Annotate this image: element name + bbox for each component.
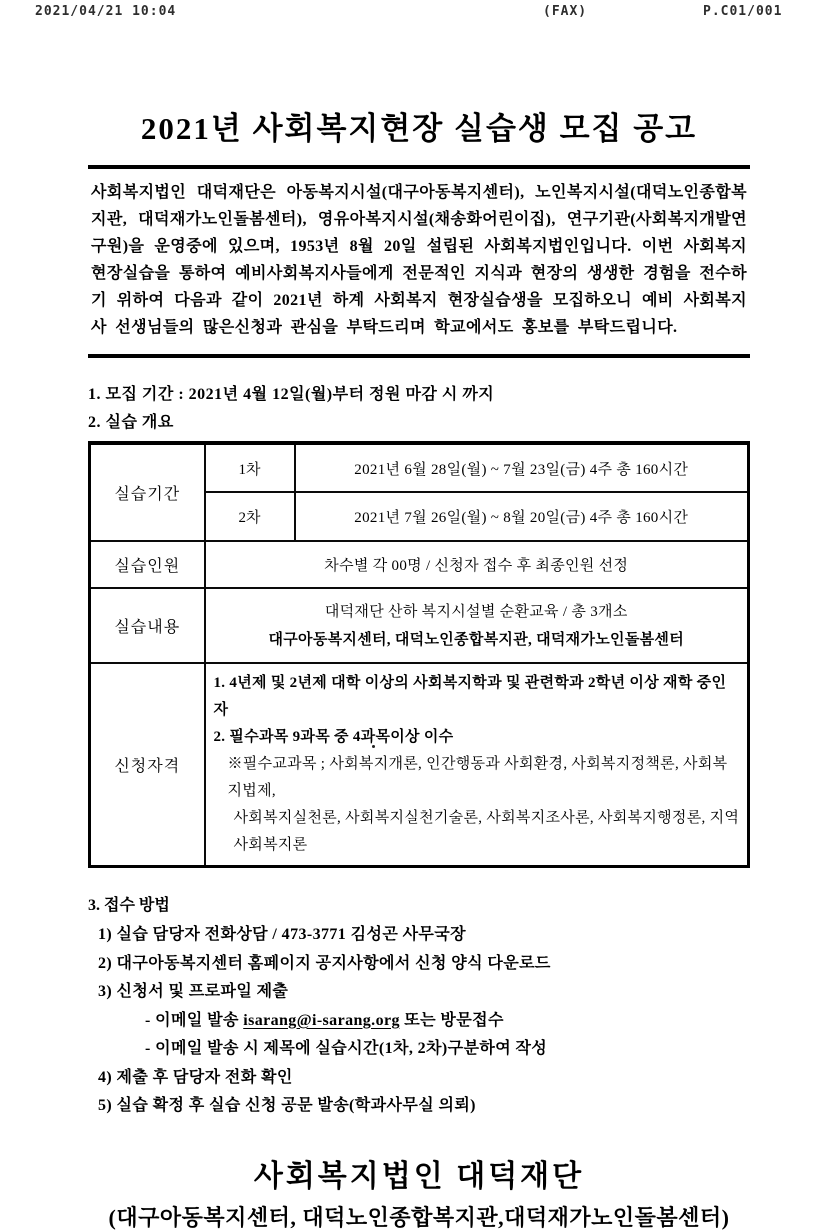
apply-step-3-sub-2: - 이메일 발송 시 제목에 실습시간(1차, 2차)구분하여 작성 bbox=[145, 1040, 548, 1057]
email-address: isarang@i-sarang.org bbox=[243, 1011, 400, 1029]
round-2-value: 2021년 7월 26일(월) ~ 8월 20일(금) 4주 총 160시간 bbox=[295, 492, 749, 541]
apply-step-3: 3) 신청서 및 프로파일 제출 bbox=[98, 983, 289, 1000]
email-line-suffix: 또는 방문접수 bbox=[399, 1011, 504, 1029]
apply-step-2: 2) 대구아동복지센터 홈페이지 공지사항에서 신청 양식 다운로드 bbox=[98, 954, 551, 972]
apply-step-4: 4) 제출 후 담당자 전화 확인 bbox=[98, 1068, 293, 1086]
qualification-line-1: 1. 4년제 및 2년제 대학 이상의 사회복지학과 및 관련학과 2학년 이상 재학 중인 자 bbox=[213, 675, 727, 718]
table-row-qualification bbox=[90, 663, 749, 867]
row-label-period: 실습기간 bbox=[90, 443, 205, 541]
qualification-line-3: ※필수교과목 ; 사회복지개론, 인간행동과 사회환경, 사회복지정책론, 사회복지법제, bbox=[227, 756, 728, 799]
email-line-prefix: - 이메일 발송 bbox=[145, 1011, 244, 1029]
overview-table bbox=[88, 441, 750, 868]
table-row-capacity bbox=[90, 541, 749, 588]
content-line-2: 대구아동복지센터, 대덕노인종합복지관, 대덕재가노인돌봄센터 bbox=[268, 631, 685, 648]
organization-name: 사회복지법인 대덕재단 bbox=[253, 1159, 585, 1193]
recruit-period-line: 1. 모집 기간 : 2021년 4월 12일(월)부터 정원 마감 시 까지 bbox=[88, 386, 495, 403]
apply-step-5: 5) 실습 확정 후 실습 신청 공문 발송(학과사무실 의뢰) bbox=[98, 1097, 476, 1114]
row-label-qualification: 신청자격 bbox=[90, 663, 205, 867]
table-row-period-1 bbox=[90, 443, 749, 492]
fax-label: (FAX) bbox=[543, 4, 588, 19]
row-label-content: 실습내용 bbox=[90, 588, 205, 663]
content-value bbox=[205, 588, 749, 663]
round-1-label: 1차 bbox=[205, 443, 295, 492]
table-row-content bbox=[90, 588, 749, 663]
qualification-line-2: 2. 필수과목 9과목 중 4과목이상 이수 bbox=[213, 729, 454, 745]
round-2-label: 2차 bbox=[205, 492, 295, 541]
organization-branches: (대구아동복지센터, 대덕노인종합복지관,대덕재가노인돌봄센터) bbox=[108, 1204, 730, 1230]
apply-method-heading: 3. 접수 방법 bbox=[88, 897, 170, 914]
qualification-value bbox=[205, 663, 749, 867]
apply-step-3-sub-1 bbox=[145, 1007, 750, 1036]
page-title: 2021년 사회복지현장 실습생 모집 공고 bbox=[140, 111, 698, 146]
overview-heading: 2. 실습 개요 bbox=[88, 414, 174, 431]
content-line-1: 대덕재단 산하 복지시설별 순환교육 / 총 3개소 bbox=[324, 603, 628, 620]
fax-page-number: P.C01/001 bbox=[703, 4, 783, 19]
round-1-value: 2021년 6월 28일(월) ~ 7월 23일(금) 4주 총 160시간 bbox=[295, 443, 749, 492]
document-body bbox=[88, 0, 750, 1232]
apply-step-1: 1) 실습 담당자 전화상담 / 473-3771 김성곤 사무국장 bbox=[98, 926, 466, 943]
fax-timestamp: 2021/04/21 10:04 bbox=[35, 4, 177, 19]
qualification-line-4: 사회복지실천론, 사회복지실천기술론, 사회복지조사론, 사회복지행정론, 지역사회복지론 bbox=[233, 810, 740, 853]
apply-steps bbox=[88, 921, 750, 1121]
intro-paragraph: 사회복지법인 대덕재단은 아동복지시설(대구아동복지센터), 노인복지시설(대덕노인종합복지관, 대덕재가노인돌봄센터), 영유아복지시설(채송화어린이집), 연구기관(사회복지개발연구원)을 운영중에 있으며, 1953년 8월 20일 설립된 사회복지법인입니다. 이번 사회복지현장실습을 통하여 예비사회복지사들에게 전문적인 지식과 현장의 생생한 경험을 전수하기 위하여 다음과 같이 2021년 하계 사회복지 현장실습생을 모집하오니 예비 사회복지사 선생님들의 많은신청과 관심을 부탁드리며 학교에서도 홍보를 부탁드립니다. bbox=[88, 165, 750, 358]
fax-noise-dot bbox=[372, 745, 375, 748]
row-label-capacity: 실습인원 bbox=[90, 541, 205, 588]
capacity-value: 차수별 각 00명 / 신청자 접수 후 최종인원 선정 bbox=[205, 541, 749, 588]
